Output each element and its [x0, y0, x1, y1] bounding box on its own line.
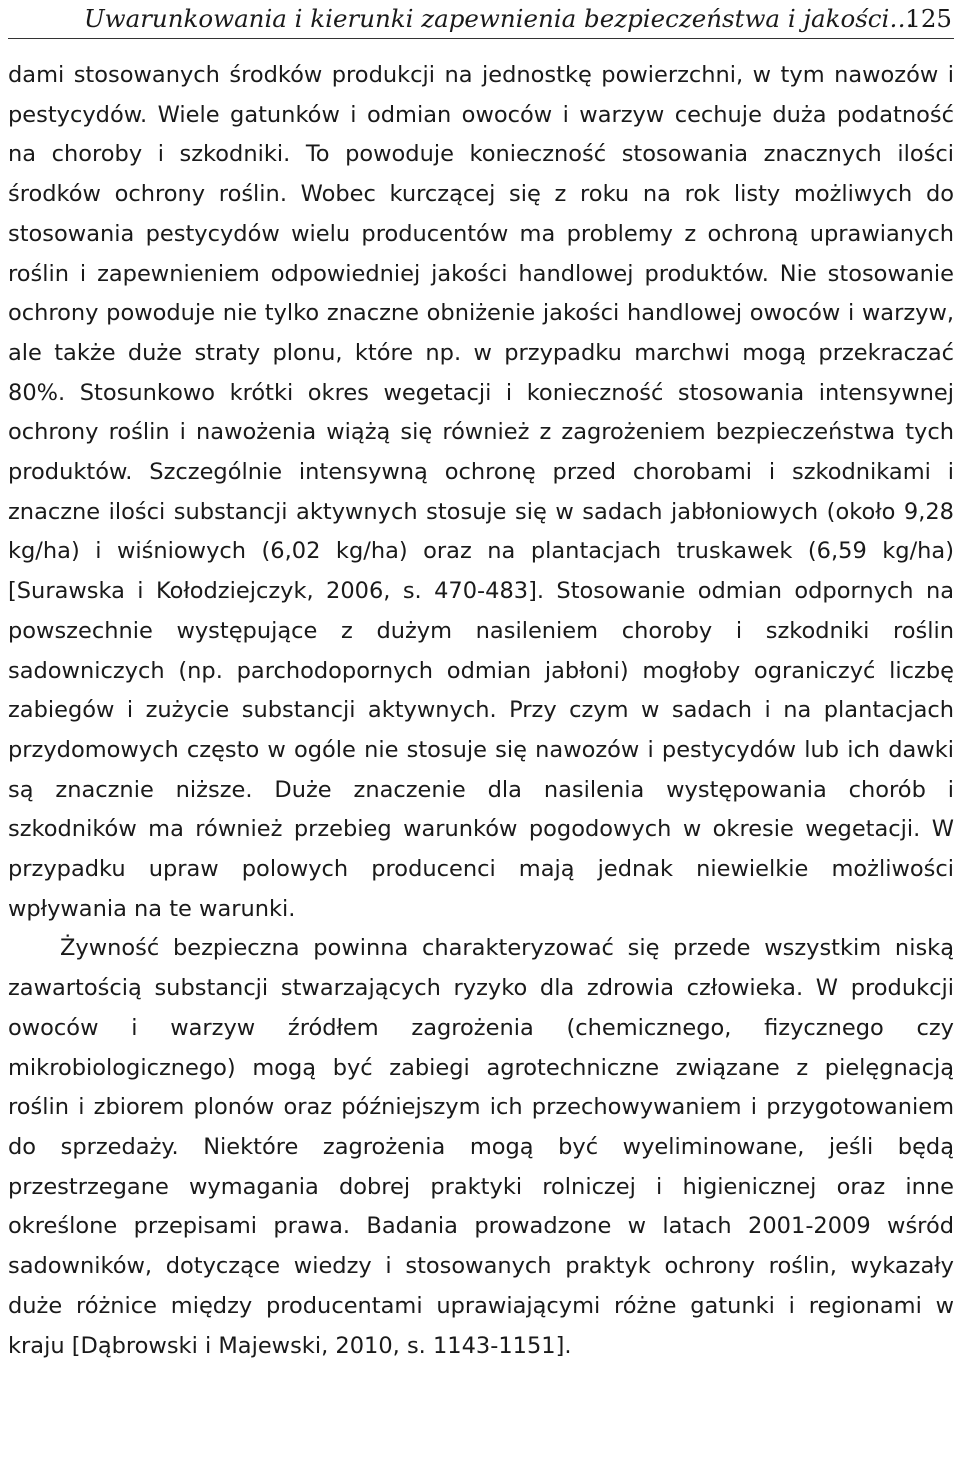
running-header [8, 0, 954, 39]
running-title: Uwarunkowania i kierunki zapewnienia bezpieczeństwa i jakości… [84, 4, 914, 33]
document-page [8, 0, 954, 1366]
paragraph: Żywność bezpieczna powinna charakteryzować się przede wszystkim niską zawartością substancji stwarzających ryzyko dla zdrowia człowieka. W produkcji owoców i warzyw źródłem zagrożenia (chemicznego, fizycznego czy mikrobiologicznego) mogą być zabiegi agrotechniczne związane z pielęgnacją roślin i zbiorem plonów oraz późniejszym ich przechowywaniem i przygotowaniem do sprzedaży. Niektóre zagrożenia mogą być wyeliminowane, jeśli będą przestrzegane wymagania dobrej praktyki rolniczej i higienicznej oraz inne określone przepisami prawa. Badania prowadzone w latach 2001-2009 wśród sadowników, dotyczące wiedzy i stosowanych praktyk ochrony roślin, wykazały duże różnice między producentami uprawiającymi różne gatunki i regionami w kraju [Dąbrowski i Majewski, 2010, s. 1143-1151]. [8, 935, 954, 1359]
paragraph-continued: dami stosowanych środków produkcji na jednostkę powierzchni, w tym nawozów i pestycydów. Wiele gatunków i odmian owoców i warzyw cechuje duża podatność na choroby i szkodniki. To powoduje konieczność stosowania znacznych ilości środków ochrony roślin. Wobec kurczącej się z roku na rok listy możliwych do stosowania pestycydów wielu producentów ma problemy z ochroną uprawianych roślin i zapewnieniem odpowiedniej jakości handlowej produktów. Nie stosowanie ochrony powoduje nie tylko znaczne obniżenie jakości handlowej owoców i warzyw, ale także duże straty plonu, które np. w przypadku marchwi mogą przekraczać 80%. Stosunkowo krótki okres wegetacji i konieczność stosowania intensywnej ochrony roślin i nawożenia wiążą się również z zagrożeniem bezpieczeństwa tych produktów. Szczególnie intensywną ochronę przed chorobami i szkodnikami i znaczne ilości substancji aktywnych stosuje się w sadach jabłoniowych (około 9,28 kg/ha) i wiśniowych (6,02 kg/ha) oraz na plantacjach truskawek (6,59 kg/ha) [Surawska i Kołodziejczyk, 2006, s. 470-483]. Stosowanie odmian odpornych na powszechnie występujące z dużym nasileniem choroby i szkodniki roślin sadowniczych (np. parchodopornych odmian jabłoni) mogłoby ograniczyć liczbę zabiegów i zużycie substancji aktywnych. Przy czym w sadach i na plantacjach przydomowych często w ogóle nie stosuje się nawozów i pestycydów lub ich dawki są znacznie niższe. Duże znaczenie dla nasilenia występowania chorób i szkodników ma również przebieg warunków pogodowych w okresie wegetacji. W przypadku upraw polowych producenci mają jednak niewielkie możliwości wpływania na te warunki. [8, 62, 954, 922]
body-text [8, 56, 954, 1366]
page-number: 125 [905, 4, 952, 33]
